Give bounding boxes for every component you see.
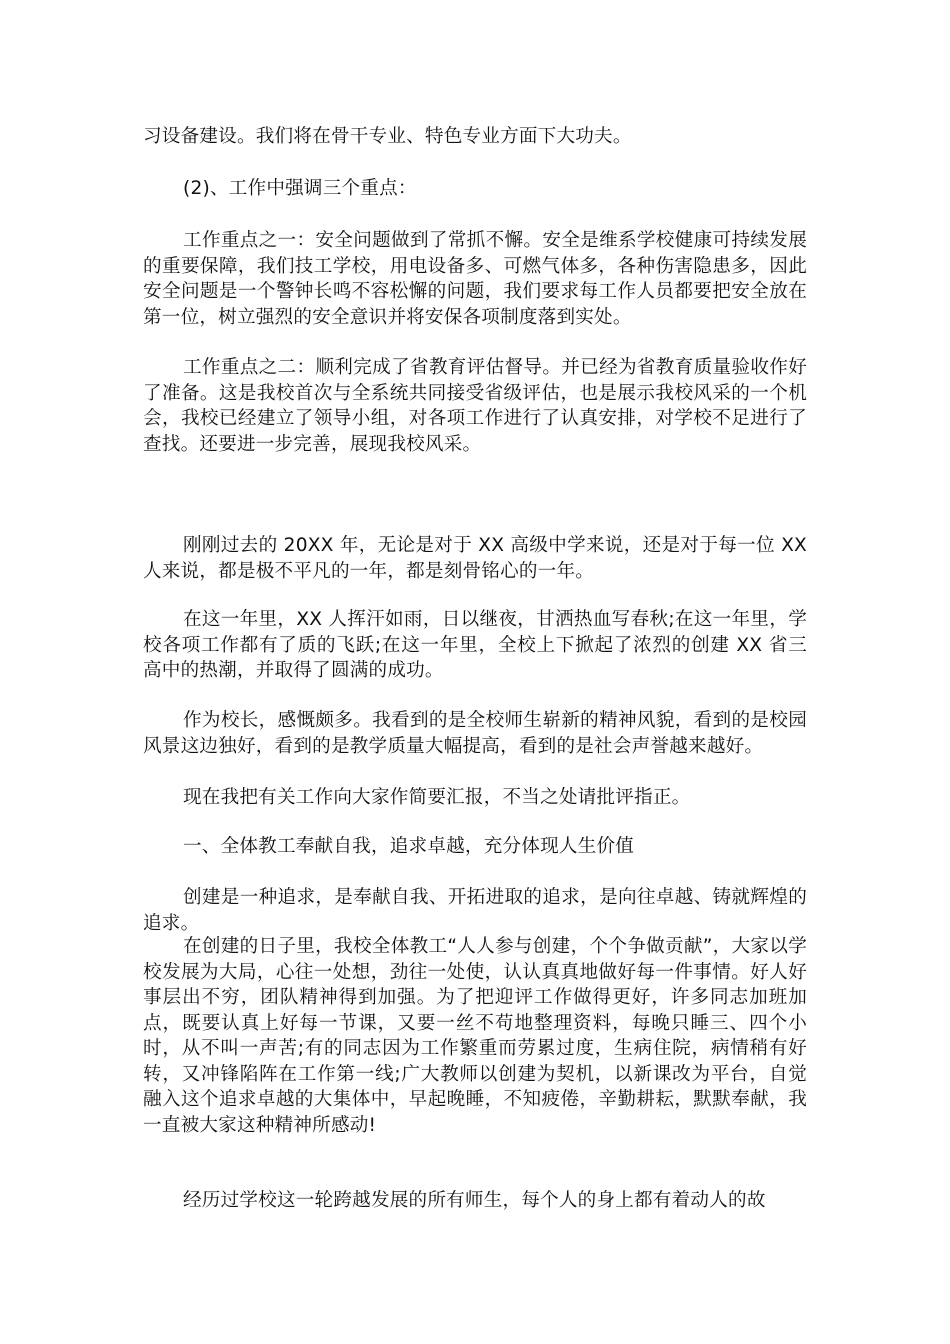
section-heading-one: 一、全体教工奉献自我，追求卓越，充分体现人生价值 xyxy=(183,836,635,857)
paragraph-creation-days: 在创建的日子里，我校全体教工“人人参与创建，个个争做贡献”，大家以学校发展为大局，心往一处想，劲往一处使，认认真真地做好每一件事情。好人好事层出不穷，团队精神得到加强。为了把迎评工作做得更好，许多同志加班加点，既要认真上好每一节课，又要一丝不苟地整理资料，每晚只睡三、四个小时，从不叫一声苦;有的同志因为工作繁重而劳累过度，生病住院，病情稍有好转，又冲锋陷阵在工作第一线;广大教师以创建为契机，以新课改为平台，自觉融入这个追求卓越的大集体中，早起晚睡，不知疲倦，辛勤耕耘，默默奉献，我一直被大家这种精神所感动! xyxy=(143,936,807,1136)
paragraph-experienced: 经历过学校这一轮跨越发展的所有师生，每个人的身上都有着动人的故 xyxy=(183,1190,766,1211)
section-heading: (2)、工作中强调三个重点： xyxy=(183,178,417,199)
paragraph-principal: 作为校长，感慨颇多。我看到的是全校师生崭新的精神风貌，看到的是校园风景这边独好，看到的是教学质量大幅提高，看到的是社会声誉越来越好。 xyxy=(143,710,807,757)
paragraph-this-year: 在这一年里，XX 人挥汗如雨，日以继夜，甘洒热血写春秋;在这一年里，学校各项工作都有了质的飞跃;在这一年里，全校上下掀起了浓烈的创建 XX 省三高中的热潮，并取得了圆满的成功。 xyxy=(143,609,807,681)
paragraph-report-intro: 现在我把有关工作向大家作简要汇报，不当之处请批评指正。 xyxy=(183,787,691,808)
paragraph-pursuit: 创建是一种追求，是奉献自我、开拓进取的追求，是向往卓越、铸就辉煌的追求。 xyxy=(143,887,807,934)
paragraph-focus-one: 工作重点之一：安全问题做到了常抓不懈。安全是维系学校健康可持续发展的重要保障，我们技工学校，用电设备多、可燃气体多，各种伤害隐患多，因此安全问题是一个警钟长鸣不容松懈的问题，我们要求每工作人员都要把安全放在第一位，树立强烈的安全意识并将安保各项制度落到实处。 xyxy=(143,230,807,328)
paragraph-focus-two: 工作重点之二：顺利完成了省教育评估督导。并已经为省教育质量验收作好了准备。这是我校首次与全系统共同接受省级评估，也是展示我校风采的一个机会，我校已经建立了领导小组，对各项工作进行了认真安排，对学校不足进行了查找。还要进一步完善，展现我校风采。 xyxy=(143,357,807,455)
paragraph-continuation: 习设备建设。我们将在骨干专业、特色专业方面下大功夫。 xyxy=(143,126,632,147)
paragraph-intro-year: 刚刚过去的 20XX 年，无论是对于 XX 高级中学来说，还是对于每一位 XX 人来说，都是极不平凡的一年，都是刻骨铭心的一年。 xyxy=(143,535,807,582)
